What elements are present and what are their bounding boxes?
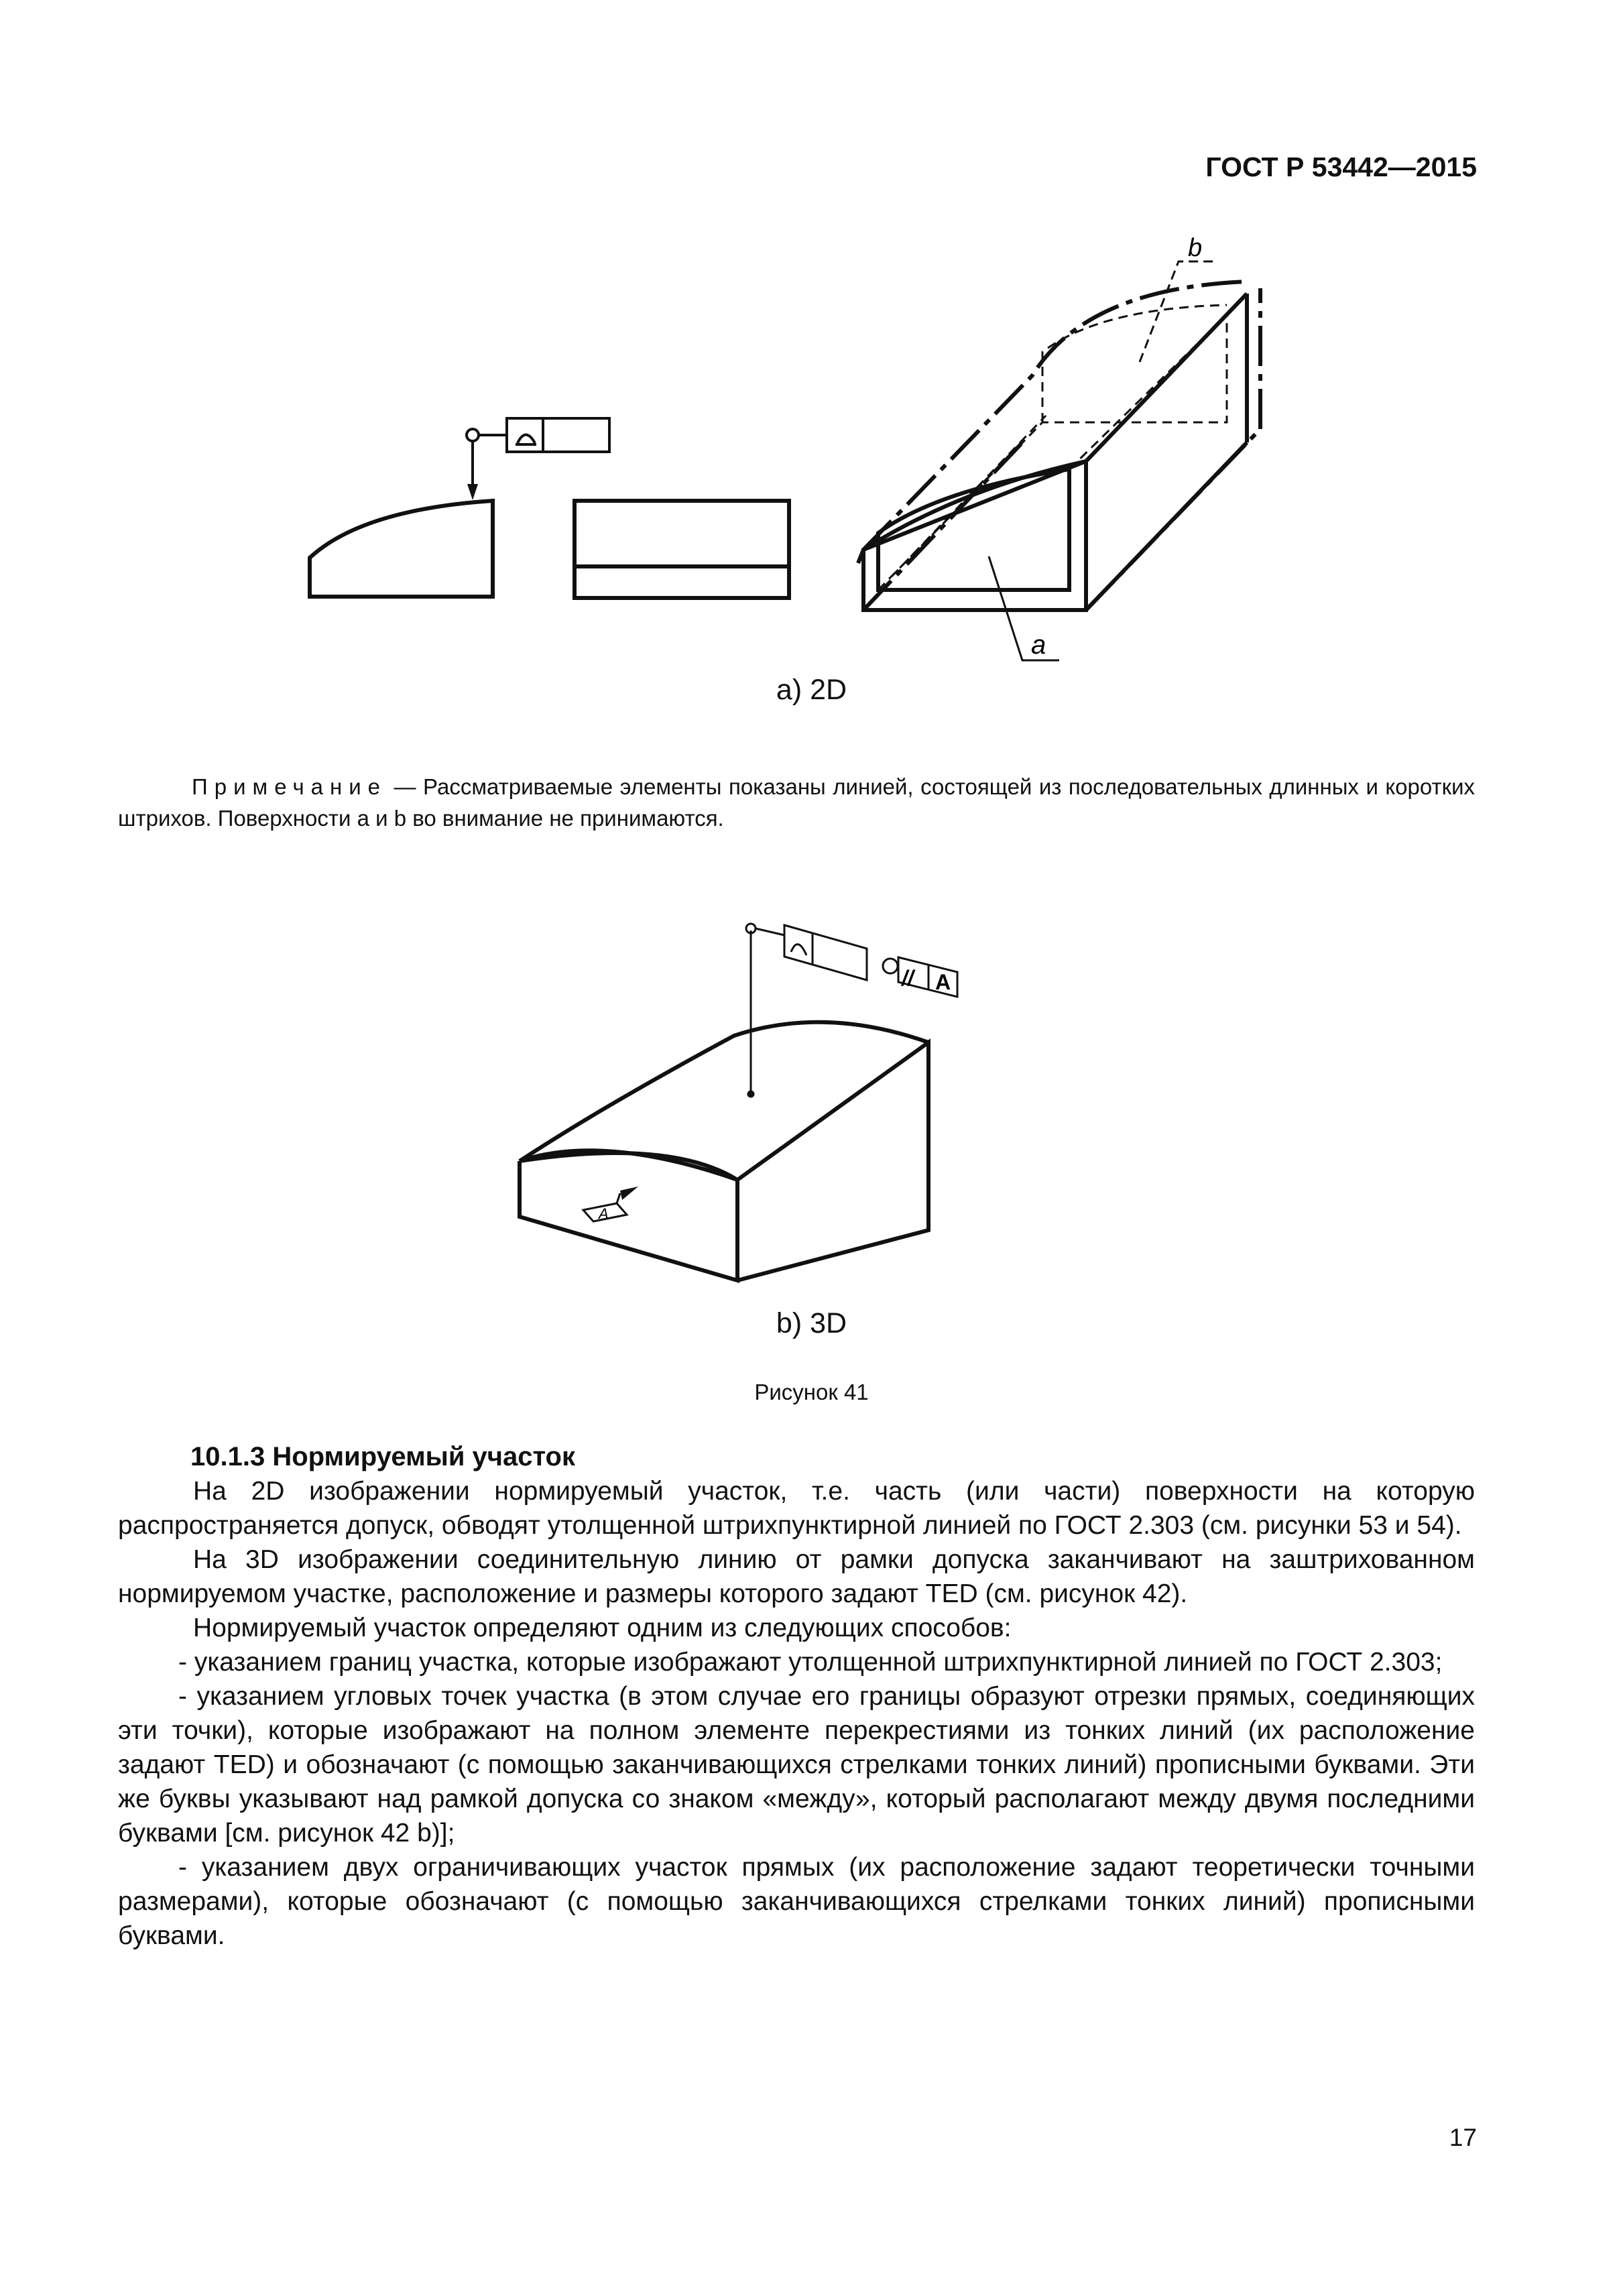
figure-note [118, 771, 1475, 834]
isometric-solid-2d [858, 294, 1247, 610]
figure-b-caption: b) 3D [776, 1307, 847, 1339]
label-a: a [1031, 630, 1046, 660]
page-number: 17 [1449, 2124, 1477, 2151]
list-item: - указанием угловых точек участка (в этом случае его границы образуют отрезки прямых, соединяющих эти точки), которые изображают на полном элементе перекрестиями из тонких линий (их расположение задают TED) и обозначают (с помощью заканчивающихся стрелками тонких линий) прописными буквами. Эти же буквы указывают над рамкой допуска со знаком «между», который располагают между двумя последними буквами [см. рисунок 42 b)]; [118, 1682, 1475, 1848]
tolerance-frame-3d [784, 925, 867, 980]
note-dash: — [394, 774, 416, 799]
figure-a-caption: а) 2D [776, 674, 847, 706]
note-text: Рассматриваемые элементы показаны линией, состоящей из последовательных длинных и коротких штрихов. Поверхности а и b во внимание не принимаются. [118, 774, 1476, 831]
paragraph: Нормируемый участок определяют одним из следующих способов: [193, 1614, 1012, 1642]
figure-title: Рисунок 41 [754, 1380, 869, 1404]
profile-view-left [310, 501, 493, 597]
figure-3d [0, 898, 1623, 1314]
frame-datum-letter: A [935, 970, 951, 994]
paragraph: На 2D изображении нормируемый участок, т.е. часть (или части) поверхности на которую распространяется допуск, обводят утолщенной штрихпунктирной линией по ГОСТ 2.303 (см. рисунки 53 и 54). [118, 1477, 1475, 1540]
document-header: ГОСТ Р 53442—2015 [1205, 152, 1477, 182]
figure-2d [0, 221, 1623, 704]
list-item: - указанием двух ограничивающих участок прямых (их расположение задают теоретически точными размерами), которые обозначают (с помощью заканчивающихся стрелками тонких линий) прописными буквами. [118, 1853, 1475, 1950]
frame-parallel-symbol: // [902, 966, 914, 990]
section-heading: 10.1.3 Нормируемый участок [190, 1442, 576, 1471]
datum-letter: A [599, 1205, 609, 1222]
section-body [118, 1440, 1475, 1953]
label-b: b [1188, 234, 1203, 262]
list-item: - указанием границ участка, которые изображают утолщенной штрихпунктирной линией по ГОСТ 2.303; [178, 1648, 1443, 1677]
solid-front-face [520, 1153, 737, 1280]
paragraph: На 3D изображении соединительную линию от рамки допуска заканчивают на заштрихованном нормируемом участке, расположение и размеры которого задают TED (см. рисунок 42). [118, 1545, 1475, 1608]
note-prefix: Примечание [192, 774, 387, 799]
solid-right-face [737, 1042, 928, 1280]
front-view-middle [575, 501, 789, 598]
